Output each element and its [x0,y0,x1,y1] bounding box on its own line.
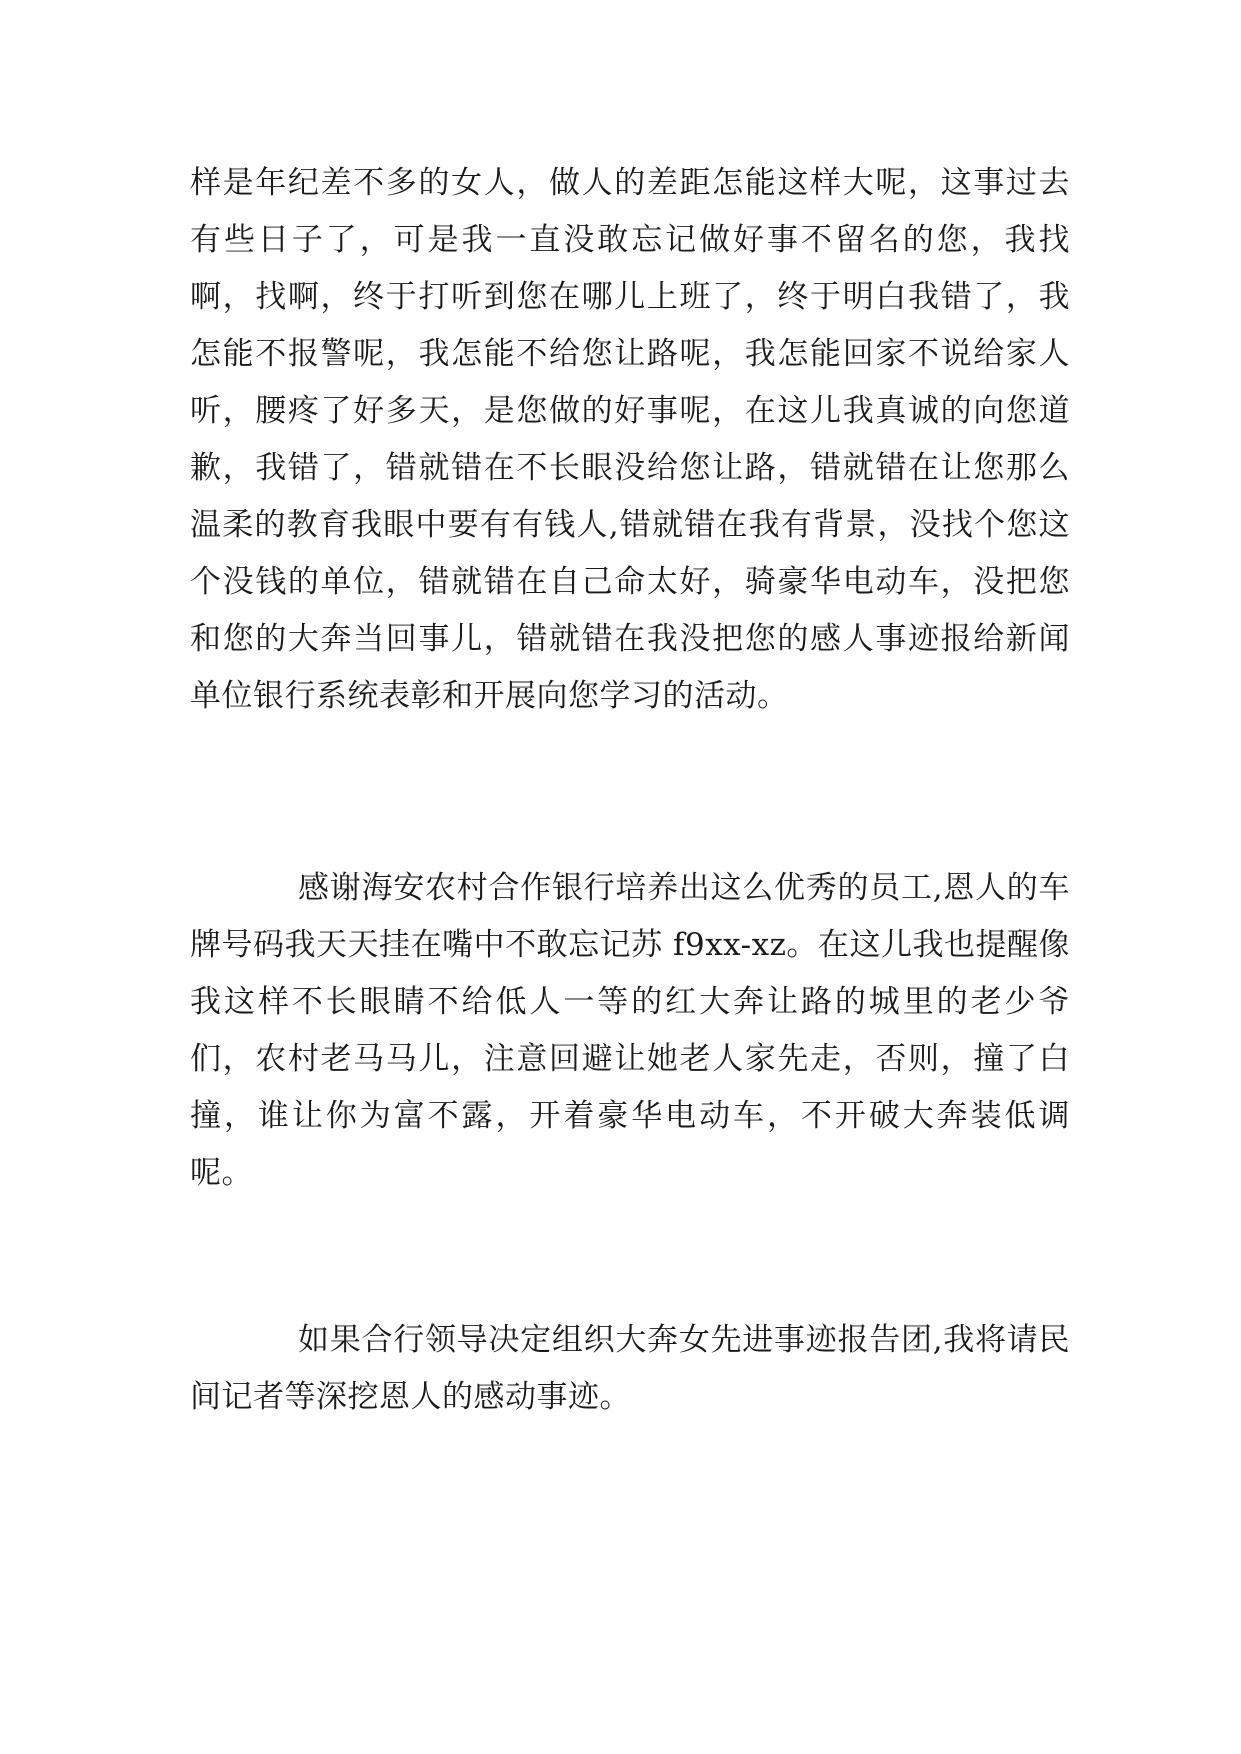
paragraph-thanks: 感谢海安农村合作银行培养出这么优秀的员工,恩人的车牌号码我天天挂在嘴中不敢忘记苏 f9xx-xz。在这儿我也提醒像我这样不长眼睛不给低人一等的红大奔让路的城里的老少爷们，农村老马马儿，注意回避让她老人家先走，否则，撞了白撞，谁让你为富不露，开着豪华电动车，不开破大奔装低调呢。 [190,870,1070,1191]
paragraph-closing: 如果合行领导决定组织大奔女先进事迹报告团,我将请民间记者等深挖恩人的感动事迹。 [190,1322,1070,1415]
paragraph-continuation: 样是年纪差不多的女人，做人的差距怎能这样大呢，这事过去有些日子了，可是我一直没敢忘记做好事不留名的您，我找啊，找啊，终于打听到您在哪儿上班了，终于明白我错了，我怎能不报警呢，我怎能不给您让路呢，我怎能回家不说给家人听，腰疼了好多天，是您做的好事呢，在这儿我真诚的向您道歉，我错了，错就错在不长眼没给您让路，错就错在让您那么温柔的教育我眼中要有有钱人,错就错在我有背景，没找个您这个没钱的单位，错就错在自己命太好，骑豪华电动车，没把您和您的大奔当回事儿，错就错在我没把您的感人事迹报给新闻单位银行系统表彰和开展向您学习的活动。 [190,165,1070,714]
